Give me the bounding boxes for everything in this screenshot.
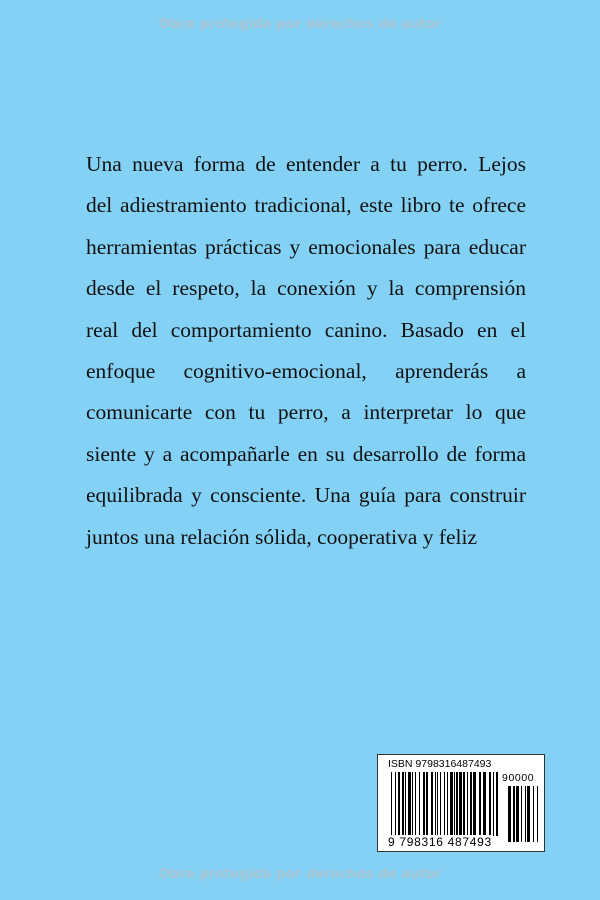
blurb-line: equilibrada y consciente. Una guía para construir <box>86 483 526 508</box>
copyright-watermark-bottom: Obra protegida por derechos de autor <box>158 867 442 882</box>
copyright-watermark-top: Obra protegida por derechos de autor <box>158 17 442 32</box>
blurb-line: Una nueva forma de entender a tu perro. Lejos <box>86 152 526 176</box>
blurb-line: real del comportamiento canino. Basado en el <box>86 317 526 342</box>
blurb-line: juntos una relación sólida, cooperativa y feliz <box>86 524 478 549</box>
blurb-line: desde el respeto, la conexión y la comprensión <box>86 276 526 301</box>
back-cover-blurb <box>86 144 526 558</box>
isbn-addon-number: 90000 <box>502 772 535 784</box>
blurb-line: comunicarte con tu perro, a interpretar lo que <box>86 400 526 425</box>
blurb-line: del adiestramiento tradicional, este libro te ofrece <box>86 193 526 218</box>
barcode-digits: 9 798316 487493 <box>388 835 492 849</box>
blurb-line: enfoque cognitivo-emocional, aprenderás a <box>86 359 526 384</box>
blurb-line: herramientas prácticas y emocionales para educar <box>86 234 526 259</box>
blurb-line: siente y a acompañarle en su desarrollo de forma <box>86 441 526 466</box>
isbn-label: ISBN 9798316487493 <box>388 758 492 770</box>
isbn-barcode <box>377 754 545 852</box>
